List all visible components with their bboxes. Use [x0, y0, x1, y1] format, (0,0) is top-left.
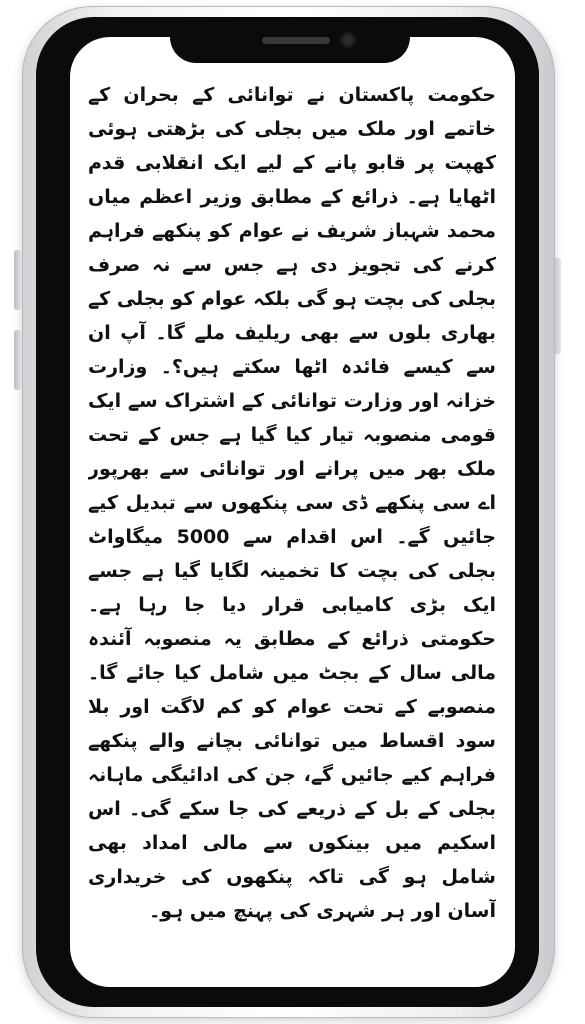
volume-up-button — [14, 250, 22, 310]
article-text: حکومت پاکستان نے توانائی کے بحران کے خاتمے اور ملک میں بجلی کی بڑھتی ہوئی کھپت پر قابو پانے کے لیے ایک انقلابی قدم اٹھایا ہے۔ ذرائع کے مطابق وزیر اعظم میاں محمد شہباز شریف نے عوام کو پنکھے فراہم کرنے کی تجویز دی ہے جس سے نہ صرف بجلی کی بچت ہو گی بلکہ عوام کو بجلی کے بھاری بلوں سے بھی ریلیف ملے گا۔ آپ ان سے کیسے فائدہ اٹھا سکتے ہیں؟۔ وزارت خزانہ اور وزارت توانائی کے اشتراک سے ایک قومی منصوبہ تیار کیا گیا ہے جس کے تحت ملک بھر میں پرانے اور توانائی سے بھرپور اے سی پنکھے ڈی سی پنکھوں سے تبدیل کیے جائیں گے۔ اس اقدام سے 5000 میگاواٹ بجلی کی بچت کا تخمینہ لگایا گیا ہے جسے ایک بڑی کامیابی قرار دیا جا رہا ہے۔ حکومتی ذرائع کے مطابق یہ منصوبہ آئندہ مالی سال کے بجٹ میں شامل کیا جائے گا۔ منصوبے کے تحت عوام کو کم لاگت اور بلا سود اقساط میں توانائی بچانے والے پنکھے فراہم کیے جائیں گے، جن کی ادائیگی ماہانہ بجلی کے بل کے ذریعے کی جا سکے گی۔ اس اسکیم میں بینکوں سے مالی امداد بھی شامل ہو گی تاکہ پنکھوں کی خریداری آسان اور ہر شہری کی پہنچ میں ہو۔ — [88, 84, 496, 922]
volume-down-button — [14, 330, 22, 390]
speaker-grille — [262, 37, 330, 44]
front-camera-icon — [340, 32, 356, 48]
power-button — [553, 258, 561, 354]
